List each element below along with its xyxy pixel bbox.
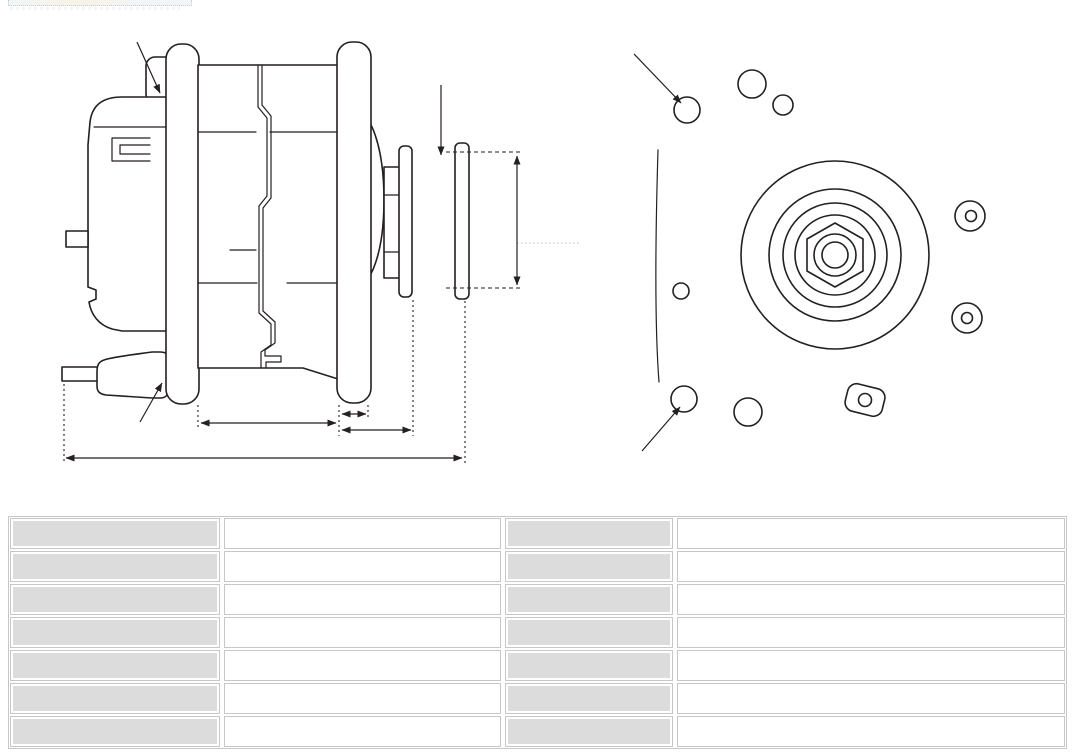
spec-value-cell (677, 584, 1065, 615)
spec-value-cell (224, 617, 501, 648)
pulley-flange-left (399, 146, 412, 297)
spec-table (8, 516, 1067, 749)
spec-value-cell (677, 650, 1065, 681)
spec-label-cell (10, 716, 220, 747)
spec-label-cell (505, 683, 673, 714)
spec-value-cell (224, 683, 501, 714)
front-flange (337, 42, 371, 403)
d1-hole (674, 97, 700, 123)
rear-view-drawing (634, 54, 985, 451)
terminal-stud-lower (62, 367, 100, 381)
spec-value-cell (224, 584, 501, 615)
spec-label-cell (505, 617, 673, 648)
spec-value-cell (224, 650, 501, 681)
spec-label-cell (10, 650, 220, 681)
spec-label-cell (505, 518, 673, 549)
spec-value-cell (677, 617, 1065, 648)
spec-value-cell (224, 716, 501, 747)
spec-label-cell (505, 584, 673, 615)
spec-label-cell (505, 716, 673, 747)
spec-value-cell (677, 518, 1065, 549)
bracket-holes (671, 70, 793, 426)
spec-label-cell (10, 584, 220, 615)
rear-flange (166, 44, 199, 404)
spec-label-cell (10, 617, 220, 648)
spec-value-cell (224, 551, 501, 582)
pulley-flange-right (455, 143, 469, 299)
bottom-boss (843, 382, 887, 418)
spec-label-cell (505, 650, 673, 681)
spec-label-cell (10, 518, 220, 549)
rear-cover (88, 97, 168, 331)
spec-value-cell (677, 551, 1065, 582)
spec-label-cell (505, 551, 673, 582)
spec-label-cell (10, 683, 220, 714)
pulley-body (405, 150, 460, 291)
terminal-stud-upper (66, 231, 88, 247)
side-view-drawing (62, 42, 580, 463)
spec-value-cell (224, 518, 501, 549)
spec-value-cell (677, 716, 1065, 747)
spec-value-cell (677, 683, 1065, 714)
hub (783, 203, 887, 307)
shaft (384, 167, 400, 278)
spec-label-cell (10, 551, 220, 582)
d2-hole (671, 386, 697, 412)
